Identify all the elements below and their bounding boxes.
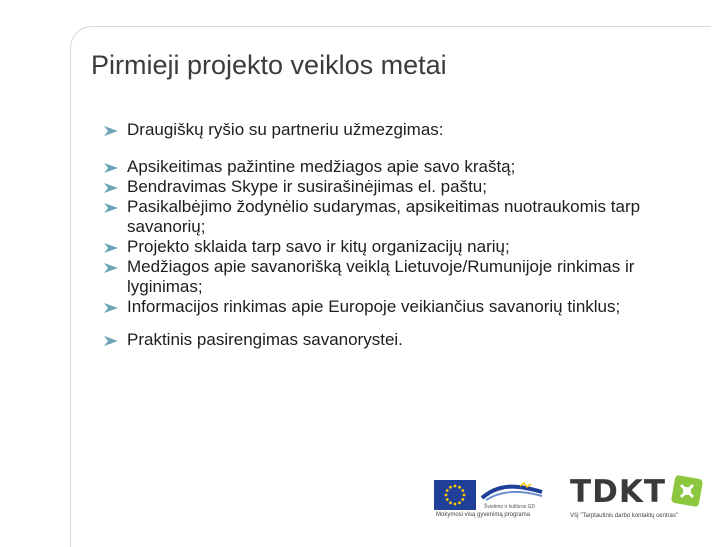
tdkt-logo-icon — [670, 474, 704, 508]
list-item — [104, 157, 704, 177]
list-item-text: Informacijos rinkimas apie Europoje veikiančius savanorių tinklus; — [127, 297, 621, 316]
eu-flag-icon — [434, 480, 476, 510]
list-item — [104, 237, 704, 257]
list-item — [104, 197, 704, 237]
bullet-icon — [104, 336, 118, 346]
list-item-text: Apsikeitimas pažintine medžiagos apie savo kraštą; — [127, 157, 516, 176]
bullet-icon — [104, 263, 118, 273]
lifelong-learning-logo-icon — [480, 480, 544, 504]
bullet-icon — [104, 163, 118, 173]
list-item — [104, 297, 704, 317]
list-item-text: Pasikalbėjimo žodynėlio sudarymas, apsikeitimas nuotraukomis tarp savanorių; — [127, 197, 641, 236]
bullet-icon — [104, 126, 118, 136]
bullet-icon — [104, 303, 118, 313]
bullet-icon — [104, 243, 118, 253]
list-item-text: Draugiškų ryšio su partneriu užmezgimas: — [127, 120, 444, 139]
bullet-icon — [104, 203, 118, 213]
eu-programme-caption: Mokymosi visą gyvenimą programa — [436, 512, 531, 518]
list-item-text: Projekto sklaida tarp savo ir kitų organizacijų narių; — [127, 237, 510, 256]
list-item — [104, 120, 704, 140]
slide-title: Pirmieji projekto veiklos metai — [91, 50, 447, 80]
list-item — [104, 257, 704, 297]
bullet-icon — [104, 183, 118, 193]
tdkt-logo-text: TDKT — [570, 474, 667, 510]
tdkt-caption: VšĮ "Tarptautinis darbo kontaktų centras" — [570, 513, 678, 519]
list-item — [104, 330, 704, 350]
eu-logo-text: Švietimo ir kultūros GD — [484, 504, 536, 510]
list-item-text: Praktinis pasirengimas savanorystei. — [127, 330, 403, 349]
list-item-text: Bendravimas Skype ir susirašinėjimas el. paštu; — [127, 177, 487, 196]
footer-logos — [434, 470, 714, 530]
list-item — [104, 177, 704, 197]
bullet-list — [104, 120, 704, 350]
list-item-text: Medžiagos apie savanorišką veiklą Lietuvoje/Rumunijoje rinkimas ir lyginimas; — [127, 257, 635, 296]
